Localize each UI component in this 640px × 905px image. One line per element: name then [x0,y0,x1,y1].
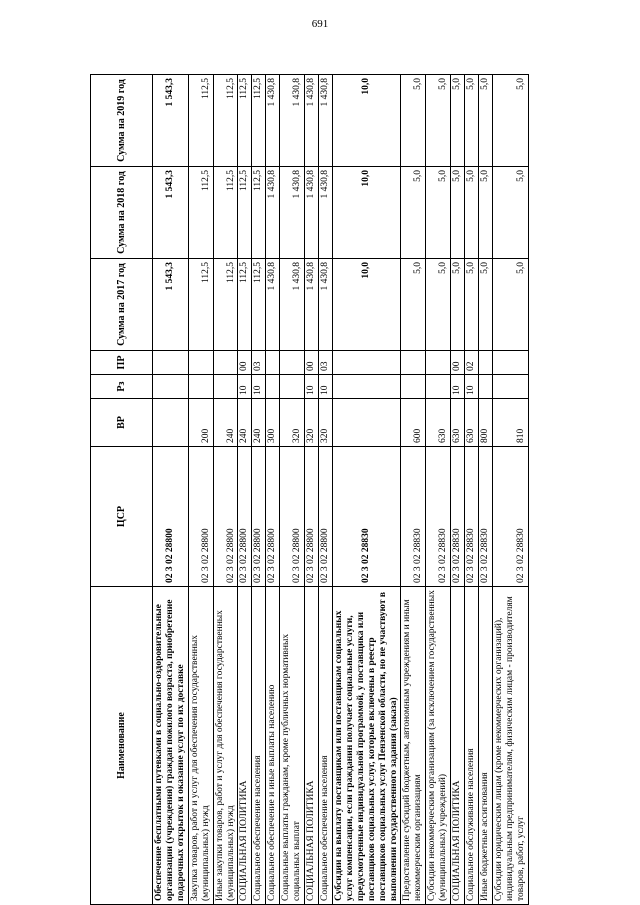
cell-sum-2018: 5,0 [478,167,492,259]
cell-sum-2019: 5,0 [492,75,528,167]
cell-csr: 02 3 02 28830 [492,447,528,587]
cell-name: Субсидии на выплату поставщикам или поставщикам социальных услуг компенсации, если гражданин получает социальные услуги, предусмотренные индивидуальной программой, у поставщика или поставщиков социальных услуг, которые включены в реестр поставщиков социальных услуг Пензенской области, но не участвуют в выполнении государственного задания (заказа) [332,587,401,905]
budget-table [90,74,529,905]
cell-vr: 810 [492,399,528,447]
cell-sum-2019: 1 430,8 [266,75,280,167]
cell-sum-2017: 1 430,8 [318,259,332,351]
cell-pr [492,351,528,375]
table-row [188,75,213,905]
table-row [280,75,305,905]
cell-sum-2017: 5,0 [401,259,426,351]
cell-name: Иные бюджетные ассигнования [478,587,492,905]
cell-rz [332,375,401,399]
table-row [465,75,479,905]
cell-csr: 02 3 02 28830 [465,447,479,587]
cell-csr: 02 3 02 28800 [238,447,252,587]
cell-sum-2017: 5,0 [426,259,451,351]
table-row [305,75,319,905]
cell-sum-2018: 112,5 [252,167,266,259]
table-header-row [91,75,153,905]
cell-rz [188,375,213,399]
cell-csr: 02 3 02 28800 [213,447,238,587]
table-row [153,75,189,905]
cell-sum-2019: 112,5 [238,75,252,167]
cell-csr: 02 3 02 28800 [318,447,332,587]
cell-sum-2017: 112,5 [238,259,252,351]
cell-vr: 320 [318,399,332,447]
table-row [238,75,252,905]
cell-sum-2017: 5,0 [478,259,492,351]
cell-sum-2019: 112,5 [188,75,213,167]
cell-sum-2018: 112,5 [213,167,238,259]
page-number: 691 [311,18,329,30]
cell-name: Социальное обслуживание населения [465,587,479,905]
cell-sum-2019: 1 430,8 [280,75,305,167]
cell-name: СОЦИАЛЬНАЯ ПОЛИТИКА [451,587,465,905]
cell-name: Субсидии юридическим лицам (кроме некоммерческих организаций), индивидуальным предпринимателям, физическим лицам - производителям товаров, работ, услуг [492,587,528,905]
cell-sum-2019: 1 430,8 [318,75,332,167]
cell-sum-2019: 1 430,8 [305,75,319,167]
cell-csr: 02 3 02 28800 [280,447,305,587]
cell-rz [280,375,305,399]
cell-pr [188,351,213,375]
table-row [213,75,238,905]
table-row [401,75,426,905]
table-body [153,75,529,905]
cell-vr: 800 [478,399,492,447]
cell-sum-2019: 5,0 [401,75,426,167]
cell-sum-2018: 1 543,3 [153,167,189,259]
cell-rz [492,375,528,399]
cell-name: Субсидии некоммерческим организациям (за исключением государственных (муниципальных) учреждений) [426,587,451,905]
cell-sum-2017: 112,5 [213,259,238,351]
cell-sum-2018: 10,0 [332,167,401,259]
cell-name: СОЦИАЛЬНАЯ ПОЛИТИКА [305,587,319,905]
cell-sum-2018: 1 430,8 [318,167,332,259]
cell-sum-2018: 5,0 [401,167,426,259]
cell-vr: 630 [451,399,465,447]
cell-sum-2019: 5,0 [451,75,465,167]
cell-csr: 02 3 02 28830 [332,447,401,587]
cell-vr: 240 [238,399,252,447]
cell-rz: 10 [465,375,479,399]
cell-csr: 02 3 02 28800 [188,447,213,587]
header-name: Наименование [91,587,153,905]
cell-csr: 02 3 02 28830 [401,447,426,587]
cell-name: Социальное обеспечение населения [252,587,266,905]
cell-rz [153,375,189,399]
cell-name: Предоставление субсидий бюджетным, автономным учреждениям и иным некоммерческим организациям [401,587,426,905]
cell-vr: 200 [188,399,213,447]
cell-vr: 240 [213,399,238,447]
cell-rz: 10 [252,375,266,399]
header-rz: Рз [91,375,153,399]
cell-sum-2018: 112,5 [238,167,252,259]
cell-pr: 03 [318,351,332,375]
cell-sum-2018: 1 430,8 [266,167,280,259]
header-sum-2017: Сумма на 2017 год [91,259,153,351]
cell-pr [266,351,280,375]
cell-csr: 02 3 02 28800 [305,447,319,587]
cell-pr [426,351,451,375]
cell-vr: 320 [305,399,319,447]
cell-vr: 240 [252,399,266,447]
cell-rz [478,375,492,399]
cell-csr: 02 3 02 28800 [266,447,280,587]
cell-name: Социальные выплаты гражданам, кроме публичных нормативных социальных выплат [280,587,305,905]
cell-name: Обеспечение бесплатными путевками в социально-оздоровительные организации (учреждения) граждан пожилого возраста, приобретение подарочных открыток и оказание услуг по их доставке [153,587,189,905]
cell-name: Закупка товаров, работ и услуг для обеспечения государственных (муниципальных) нужд [188,587,213,905]
cell-pr [153,351,189,375]
cell-pr [213,351,238,375]
header-sum-2018: Сумма на 2018 год [91,167,153,259]
cell-vr [332,399,401,447]
cell-csr: 02 3 02 28800 [153,447,189,587]
cell-sum-2017: 112,5 [188,259,213,351]
rotated-table-container [90,75,560,905]
cell-pr [332,351,401,375]
cell-pr [280,351,305,375]
cell-sum-2018: 5,0 [426,167,451,259]
cell-sum-2019: 5,0 [426,75,451,167]
cell-sum-2018: 5,0 [465,167,479,259]
table-row [318,75,332,905]
cell-pr: 02 [465,351,479,375]
table-row [266,75,280,905]
cell-sum-2017: 10,0 [332,259,401,351]
cell-csr: 02 3 02 28800 [252,447,266,587]
cell-pr [478,351,492,375]
table-row [252,75,266,905]
header-sum-2019: Сумма на 2019 год [91,75,153,167]
cell-sum-2019: 112,5 [252,75,266,167]
table-row [332,75,401,905]
table-row [426,75,451,905]
cell-sum-2018: 5,0 [451,167,465,259]
cell-rz: 10 [305,375,319,399]
header-vr: ВР [91,399,153,447]
cell-vr: 600 [401,399,426,447]
cell-sum-2019: 5,0 [465,75,479,167]
cell-sum-2019: 10,0 [332,75,401,167]
cell-name: Социальное обеспечение и иные выплаты населению [266,587,280,905]
cell-vr: 320 [280,399,305,447]
cell-pr: 00 [451,351,465,375]
cell-sum-2017: 1 430,8 [280,259,305,351]
table-row [478,75,492,905]
cell-rz [401,375,426,399]
cell-vr [153,399,189,447]
table-row [451,75,465,905]
cell-sum-2018: 1 430,8 [305,167,319,259]
cell-sum-2018: 1 430,8 [280,167,305,259]
cell-vr: 630 [426,399,451,447]
cell-rz: 10 [318,375,332,399]
cell-sum-2017: 5,0 [465,259,479,351]
table-row [492,75,528,905]
cell-rz [426,375,451,399]
cell-pr: 00 [305,351,319,375]
cell-pr [401,351,426,375]
cell-csr: 02 3 02 28830 [478,447,492,587]
cell-sum-2019: 5,0 [478,75,492,167]
cell-sum-2019: 1 543,3 [153,75,189,167]
cell-sum-2017: 1 543,3 [153,259,189,351]
cell-rz [213,375,238,399]
header-csr: ЦСР [91,447,153,587]
cell-sum-2019: 112,5 [213,75,238,167]
cell-sum-2017: 1 430,8 [266,259,280,351]
cell-name: СОЦИАЛЬНАЯ ПОЛИТИКА [238,587,252,905]
cell-csr: 02 3 02 28830 [426,447,451,587]
cell-name: Иные закупки товаров, работ и услуг для обеспечения государственных (муниципальных) нужд [213,587,238,905]
cell-rz [266,375,280,399]
cell-sum-2017: 5,0 [451,259,465,351]
cell-pr: 03 [252,351,266,375]
header-pr: ПР [91,351,153,375]
cell-vr: 630 [465,399,479,447]
cell-rz: 10 [451,375,465,399]
cell-pr: 00 [238,351,252,375]
cell-sum-2017: 5,0 [492,259,528,351]
cell-sum-2017: 112,5 [252,259,266,351]
cell-csr: 02 3 02 28830 [451,447,465,587]
cell-sum-2017: 1 430,8 [305,259,319,351]
cell-sum-2018: 112,5 [188,167,213,259]
cell-name: Социальное обеспечение населения [318,587,332,905]
cell-sum-2018: 5,0 [492,167,528,259]
cell-rz: 10 [238,375,252,399]
cell-vr: 300 [266,399,280,447]
